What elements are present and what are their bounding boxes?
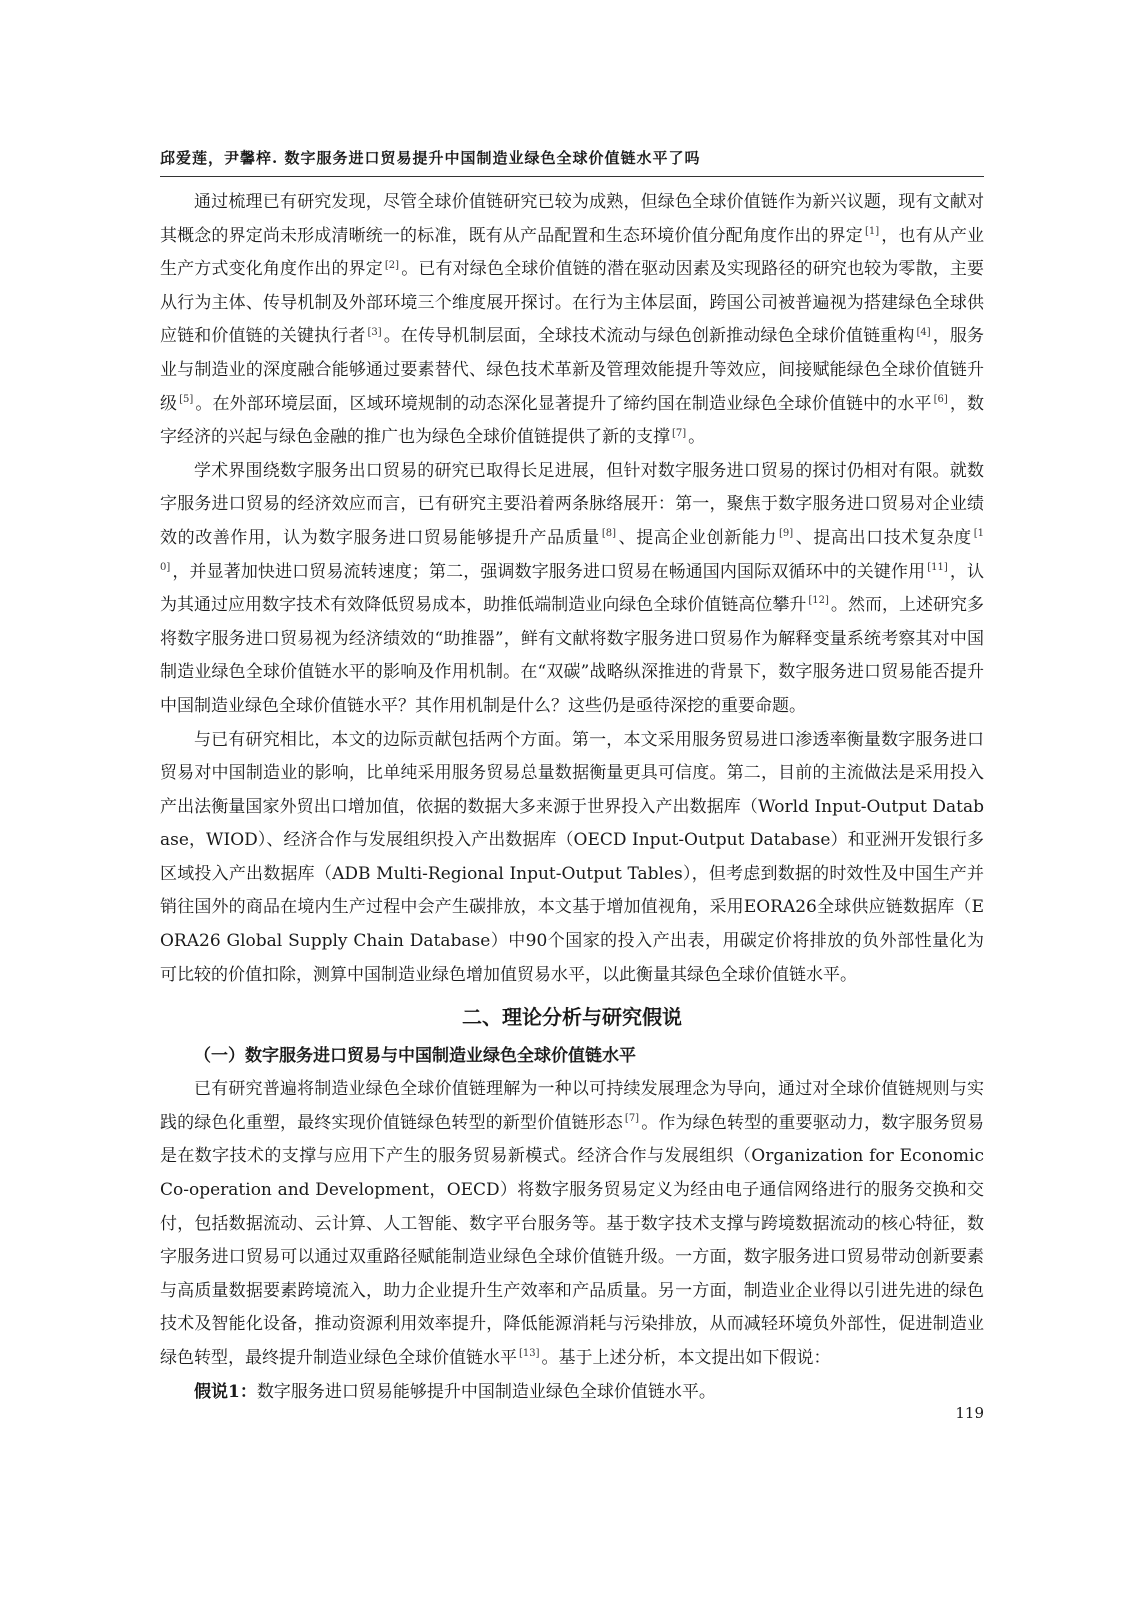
citation-3: [3]	[367, 326, 382, 338]
subsection-heading: （一）数字服务进口贸易与中国制造业绿色全球价值链水平	[194, 1046, 636, 1067]
page-number: 119	[955, 1404, 984, 1422]
header-rule	[160, 176, 984, 177]
citation-12: [12]	[808, 595, 829, 607]
paragraph-literature-review: 通过梳理已有研究发现，尽管全球价值链研究已较为成熟，但绿色全球价值链作为新兴议题，现有文献对其概念的界定尚未形成清晰统一的标准，既有从产品配置和生态环境价值分配角度作出的界定 [1] ，也有从产业生产方式变化角度作出的界定 [2] 。已有对绿色全球价值链的潜在驱动因素及实现路径的研究也较为零散，主要从行为主体、传导机制及外部环境三个维度展开探讨。在行为主体层面，跨国公司被普遍视为搭建绿色全球供应链和价值链的关键执行者 [3] 。在传导机制层面，全球技术流动与绿色创新推动绿色全球价值链重构 [4] ，服务业与制造业的深度融合能够通过要素替代、绿色技术革新及管理效能提升等效应，间接赋能绿色全球价值链升级 [5] 。在外部环境层面，区域环境规制的动态深化显著提升了缔约国在制造业绿色全球价值链中的水平 [6] ，数字经济的兴起与绿色金融的推广也为绿色全球价值链提供了新的支撑 [7] 。	[160, 192, 985, 448]
paper-page	[160, 0, 984, 1600]
citation-10: [10]	[160, 528, 985, 573]
hypothesis-text: 数字服务进口贸易能够提升中国制造业绿色全球价值链水平。	[256, 1381, 716, 1402]
citation-1: [1]	[864, 225, 880, 237]
citation-4: [4]	[916, 326, 931, 338]
hypothesis-label: 假说1：	[194, 1381, 257, 1402]
citation-7: [7]	[672, 427, 687, 439]
section-heading: 二、理论分析与研究假说	[462, 1005, 682, 1030]
paragraph-theory: 已有研究普遍将制造业绿色全球价值链理解为一种以可持续发展理念为导向，通过对全球价值链规则与实践的绿色化重塑，最终实现价值链绿色转型的新型价值链形态 [7] 。作为绿色转型的重要驱动力，数字服务贸易是在数字技术的支撑与应用下产生的服务贸易新模式。经济合作与发展组织（Organization for Economic Co-operation and Development，OECD）将数字服务贸易定义为经由电子通信网络进行的服务交换和交付，包括数据流动、云计算、人工智能、数字平台服务等。基于数字技术支撑与跨境数据流动的核心特征，数字服务进口贸易可以通过双重路径赋能制造业绿色全球价值链升级。一方面，数字服务进口贸易带动创新要素与高质量数据要素跨境流入，助力企业提升生产效率和产品质量。另一方面，制造业企业得以引进先进的绿色技术及智能化设备，推动资源利用效率提升，降低能源消耗与污染排放，从而减轻环境负外部性，促进制造业绿色转型，最终提升制造业绿色全球价值链水平 [13] 。基于上述分析，本文提出如下假说：	[160, 1079, 984, 1368]
hypothesis-1	[160, 1376, 984, 1410]
citation-11: [11]	[927, 561, 948, 573]
paragraph-digital-trade-research: 学术界围绕数字服务出口贸易的研究已取得长足进展，但针对数字服务进口贸易的探讨仍相对有限。就数字服务进口贸易的经济效应而言，已有研究主要沿着两条脉络展开：第一，聚焦于数字服务进口贸易对企业绩效的改善作用，认为数字服务进口贸易能够提升产品质量 [8] 、提高企业创新能力 [9] 、提高出口技术复杂度 [10] ，并显著加快进口贸易流转速度；第二，强调数字服务进口贸易在畅通国内国际双循环中的关键作用 [11] ，认为其通过应用数字技术有效降低贸易成本，助推低端制造业向绿色全球价值链高位攀升 [12] 。然而，上述研究多将数字服务进口贸易视为经济绩效的“助推器”，鲜有文献将数字服务进口贸易作为解释变量系统考察其对中国制造业绿色全球价值链水平的影响及作用机制。在“双碳”战略纵深推进的背景下，数字服务进口贸易能否提升中国制造业绿色全球价值链水平？其作用机制是什么？这些仍是亟待深挖的重要命题。	[160, 460, 985, 716]
paragraph-contributions: 与已有研究相比，本文的边际贡献包括两个方面。第一，本文采用服务贸易进口渗透率衡量数字服务进口贸易对中国制造业的影响，比单纯采用服务贸易总量数据衡量更具可信度。第二，目前的主流做法是采用投入产出法衡量国家外贸出口增加值，依据的数据大多来源于世界投入产出数据库（World Input-Output Database，WIOD）、经济合作与发展组织投入产出数据库（OECD Input-Output Database）和亚洲开发银行多区域投入产出数据库（ADB Multi-Regional Input-Output Tables），但考虑到数据的时效性及中国生产并销往国外的商品在境内生产过程中会产生碳排放，本文基于增加值视角，采用EORA26全球供应链数据库（EORA26 Global Supply Chain Database）中90个国家的投入产出表，用碳定价将排放的负外部性量化为可比较的价值扣除，测算中国制造业绿色增加值贸易水平，以此衡量其绿色全球价值链水平。	[160, 729, 984, 985]
citation-5: [5]	[179, 393, 194, 405]
running-head: 邱爱莲，尹馨梓. 数字服务进口贸易提升中国制造业绿色全球价值链水平了吗	[160, 149, 701, 167]
citation-9: [9]	[779, 528, 794, 540]
citation-6: [6]	[933, 393, 948, 405]
citation-7-repeat: [7]	[624, 1113, 640, 1125]
citation-2: [2]	[384, 259, 400, 271]
citation-13: [13]	[519, 1348, 540, 1360]
citation-8: [8]	[601, 528, 617, 540]
body-text	[160, 186, 984, 1409]
